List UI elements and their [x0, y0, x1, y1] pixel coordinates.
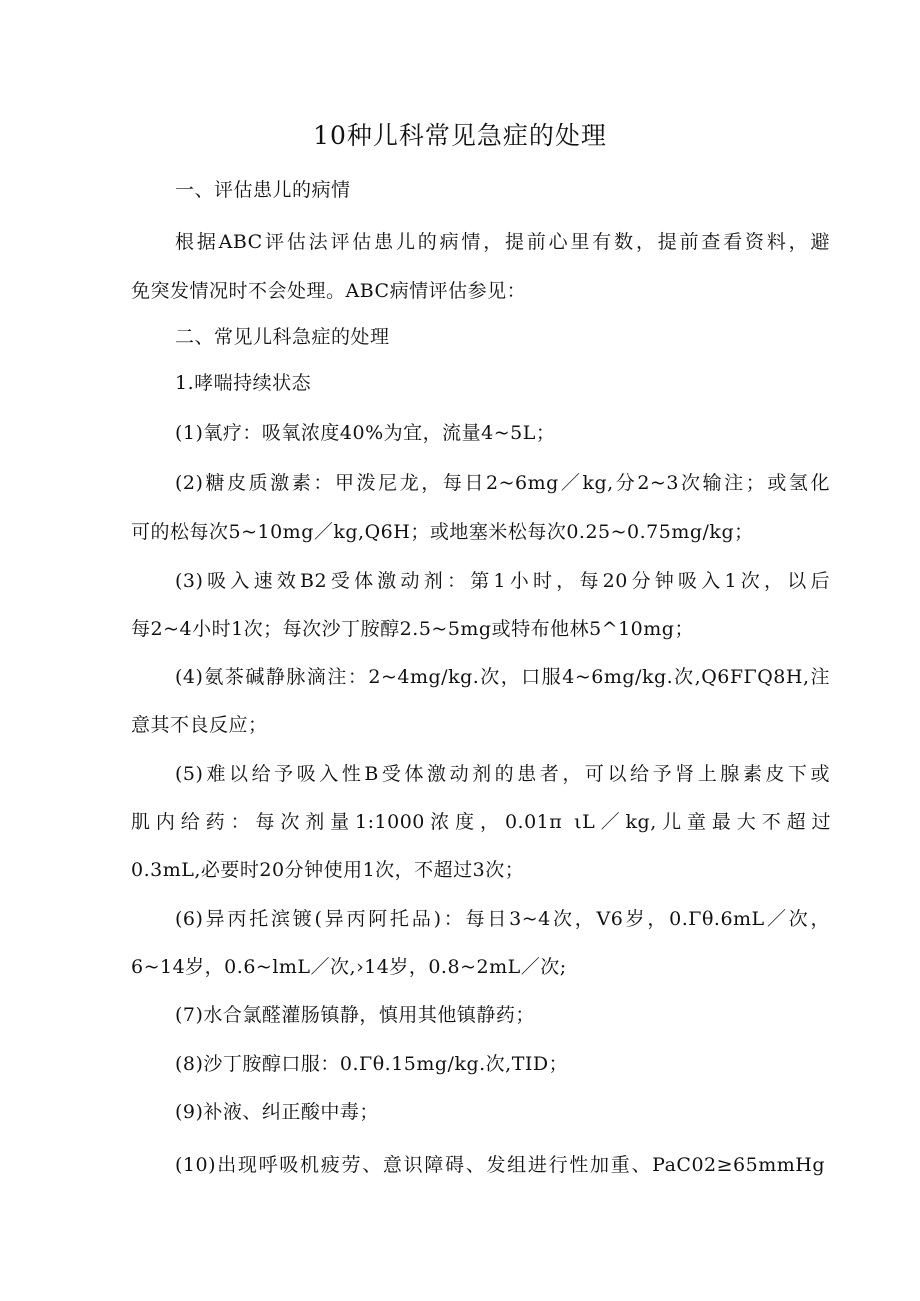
- list-item-9: (9)补液、纠正酸中毒；: [175, 1101, 379, 1123]
- list-item-3-line-2: 每2~4小时1次；每次沙丁胺醇2.5~5mg或特布他林5^10mg；: [131, 618, 694, 640]
- subsection-heading-asthma: 1.哮喘持续状态: [175, 372, 312, 394]
- paragraph-line: 根据ABC评估法评估患儿的病情，提前心里有数，提前查看资料，避: [175, 231, 830, 253]
- list-item-6-line-2: 6~14岁，0.6~lmL／次,›14岁，0.8~2mL／次;: [131, 956, 567, 978]
- list-item-5-line-2: 肌内给药：每次剂量1:1000浓度，0.01π ιL／kg,儿童最大不超过: [131, 811, 831, 833]
- document-title: 10种儿科常见急症的处理: [313, 121, 607, 150]
- list-item-4-line-1: (4)氨茶碱静脉滴注：2~4mg/kg.次，口服4~6mg/kg.次,Q6FΓQ8H,注: [175, 666, 830, 688]
- list-item-2-line-2: 可的松每次5~10mg／kg,Q6H；或地塞米松每次0.25~0.75mg/kg；: [131, 521, 754, 543]
- list-item-6-line-1: (6)异丙托滨镀(异丙阿托品)：每日3~4次，V6岁，0.Γθ.6mL／次，: [175, 908, 830, 930]
- list-item-5-line-1: (5)难以给予吸入性B受体激动剂的患者，可以给予肾上腺素皮下或: [175, 763, 830, 785]
- list-item-3-line-1: (3)吸入速效B2受体激动剂：第1小时，每20分钟吸入1次，以后: [175, 570, 830, 592]
- list-item-7: (7)水合氯醛灌肠镇静，慎用其他镇静药；: [175, 1004, 535, 1026]
- list-item-10-line-1: (10)出现呼吸机疲劳、意识障碍、发组进行性加重、PaC02≥65mmHg: [175, 1154, 825, 1176]
- list-item-4-line-2: 意其不良反应；: [131, 714, 268, 736]
- list-item-5-line-3: 0.3mL,必要时20分钟使用1次，不超过3次；: [131, 859, 525, 881]
- paragraph-line: 免突发情况时不会处理。ABC病情评估参见：: [131, 280, 527, 302]
- list-item-1: (1)氧疗：吸氧浓度40%为宜，流量4~5L；: [175, 422, 556, 444]
- section-heading-assess: 一、评估患儿的病情: [175, 179, 351, 201]
- list-item-8: (8)沙丁胺醇口服：0.Γθ.15mg/kg.次,TID；: [175, 1053, 569, 1075]
- section-heading-emergencies: 二、常见儿科急症的处理: [175, 326, 390, 348]
- list-item-2-line-1: (2)糖皮质激素：甲泼尼龙，每日2~6mg／kg,分2~3次输注；或氢化: [175, 472, 830, 494]
